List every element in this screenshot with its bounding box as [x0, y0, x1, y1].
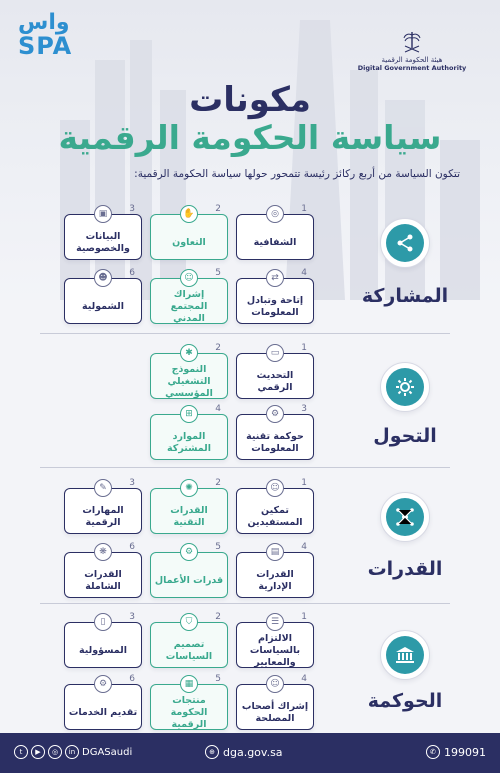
card-label: القدرات الإدارية	[256, 568, 294, 592]
website-link[interactable]	[205, 745, 283, 759]
social-links	[14, 745, 132, 759]
policy-card	[150, 268, 228, 324]
card-label: البيانات والخصوصية	[76, 230, 130, 254]
twitter-icon[interactable]: t	[14, 745, 28, 759]
lock-icon: ▣	[94, 205, 112, 223]
phone-text: 199091	[444, 745, 486, 759]
card-number: 1	[301, 478, 307, 488]
page-subtitle: سياسة الحكومة الرقمية	[58, 118, 442, 157]
policy-card	[64, 268, 142, 324]
admin-icon: ▤	[266, 543, 284, 561]
policy-card	[150, 204, 228, 260]
card-label: تمكين المستفيدين	[247, 504, 303, 528]
document-icon: ▯	[94, 613, 112, 631]
policy-card	[64, 674, 142, 730]
card-number: 3	[301, 404, 307, 414]
card-label: القدرات الشاملة	[84, 568, 122, 592]
policy-card	[236, 404, 314, 460]
user-icon: ☺	[266, 479, 284, 497]
card-number: 2	[215, 478, 221, 488]
card-label: حوكمة تقنية المعلومات	[246, 430, 304, 454]
institution-icon	[380, 630, 430, 680]
exchange-icon: ⇄	[266, 269, 284, 287]
card-number: 5	[215, 542, 221, 552]
card-label: القدرات التقنية	[170, 504, 208, 528]
dga-name-arabic: هيئة الحكومة الرقمية	[381, 56, 443, 64]
card-label: المهارات الرقمية	[82, 504, 124, 528]
holistic-icon: ❋	[94, 543, 112, 561]
org-model-icon: ✱	[180, 344, 198, 362]
policy-card	[150, 674, 228, 730]
pillar-label: القدرات	[367, 558, 443, 580]
card-label: الشفافية	[253, 236, 297, 248]
compliance-icon: ☰	[266, 613, 284, 631]
card-number: 3	[129, 478, 135, 488]
spa-logo	[18, 12, 98, 62]
policy-card	[236, 674, 314, 730]
card-number: 1	[301, 204, 307, 214]
youtube-icon[interactable]: ▶	[31, 745, 45, 759]
social-handle[interactable]: DGASaudi	[82, 746, 133, 758]
card-number: 2	[215, 612, 221, 622]
card-number: 6	[129, 542, 135, 552]
card-label: قدرات الأعمال	[154, 574, 224, 586]
policy-card	[150, 478, 228, 534]
card-label: تقديم الخدمات	[68, 706, 138, 718]
footer-bar	[0, 733, 500, 773]
tech-icon: ✺	[180, 479, 198, 497]
card-label: المسؤولية	[79, 644, 127, 656]
phone-link[interactable]	[426, 745, 486, 759]
policy-card	[64, 478, 142, 534]
card-number: 4	[301, 268, 307, 278]
services-icon: ⚙	[94, 675, 112, 693]
policy-card	[236, 478, 314, 534]
community-icon: ☺	[180, 269, 198, 287]
transparency-icon: ◎	[266, 205, 284, 223]
people-icon: ☻	[94, 269, 112, 287]
card-number: 2	[215, 204, 221, 214]
dga-name-english: Digital Government Authority	[357, 64, 467, 72]
policy-card	[236, 204, 314, 260]
section-divider	[40, 467, 450, 468]
pillar-label: التحول	[373, 425, 437, 447]
linkedin-icon[interactable]: in	[65, 745, 79, 759]
spa-logo-english: SPA	[18, 32, 73, 60]
card-number: 4	[215, 404, 221, 414]
product-icon: ▦	[180, 675, 198, 693]
card-number: 6	[129, 268, 135, 278]
card-number: 4	[301, 542, 307, 552]
policy-card	[64, 612, 142, 668]
card-label: إشراك المجتمع المدني	[170, 288, 208, 324]
policy-card	[236, 268, 314, 324]
card-label: إتاحة وتبادل المعلومات	[246, 294, 304, 318]
instagram-icon[interactable]: ◎	[48, 745, 62, 759]
share-icon	[380, 218, 430, 268]
card-number: 1	[301, 343, 307, 353]
website-text: dga.gov.sa	[223, 745, 283, 759]
policy-card	[150, 343, 228, 399]
pillar-label: المشاركة	[361, 285, 449, 307]
page-title: مكونات	[189, 80, 311, 120]
network-icon	[380, 492, 430, 542]
globe-icon: ⊕	[205, 745, 219, 759]
card-number: 2	[215, 343, 221, 353]
section-divider	[40, 333, 450, 334]
shield-icon: ⛉	[180, 613, 198, 631]
handshake-icon: ✋	[180, 205, 198, 223]
card-number: 3	[129, 204, 135, 214]
card-label: التحديث الرقمي	[256, 369, 294, 393]
stakeholders-icon: ☺	[266, 675, 284, 693]
card-label: الموارد المشتركة	[167, 430, 211, 454]
dga-logo	[342, 30, 482, 72]
monitor-icon: ▭	[266, 344, 284, 362]
card-label: الشمولية	[81, 300, 125, 312]
gear-icon	[380, 362, 430, 412]
card-label: الالتزام بالسياسات والمعايير	[249, 632, 301, 668]
card-number: 6	[129, 674, 135, 684]
card-label: تصميم السياسات	[165, 638, 213, 662]
card-number: 3	[129, 612, 135, 622]
section-divider	[40, 603, 450, 604]
shared-resources-icon: ⊞	[180, 405, 198, 423]
policy-card	[64, 204, 142, 260]
business-icon: ⚙	[180, 543, 198, 561]
card-label: إشراك أصحاب المصلحة	[241, 700, 309, 724]
phone-icon: ✆	[426, 745, 440, 759]
card-number: 4	[301, 674, 307, 684]
skills-icon: ✎	[94, 479, 112, 497]
palm-emblem-icon	[401, 30, 423, 54]
governance-icon: ⚙	[266, 405, 284, 423]
policy-card	[64, 542, 142, 598]
card-number: 1	[301, 612, 307, 622]
card-label: التعاون	[172, 236, 206, 248]
policy-card	[236, 612, 314, 668]
card-label: منتجات الحكومة الرقمية	[170, 694, 208, 730]
policy-card	[236, 343, 314, 399]
card-number: 5	[215, 268, 221, 278]
spa-logo-arabic: واس	[18, 10, 70, 35]
policy-card	[236, 542, 314, 598]
pillar-label: الحوكمة	[367, 690, 443, 712]
card-label: النموذج التشغيلي المؤسسي	[165, 363, 213, 399]
policy-card	[150, 612, 228, 668]
card-number: 5	[215, 674, 221, 684]
policy-card	[150, 542, 228, 598]
intro-text: تتكون السياسة من أربع ركائز رئيسة تتمحور حولها سياسة الحكومة الرقمية:	[134, 168, 460, 180]
policy-card	[150, 404, 228, 460]
